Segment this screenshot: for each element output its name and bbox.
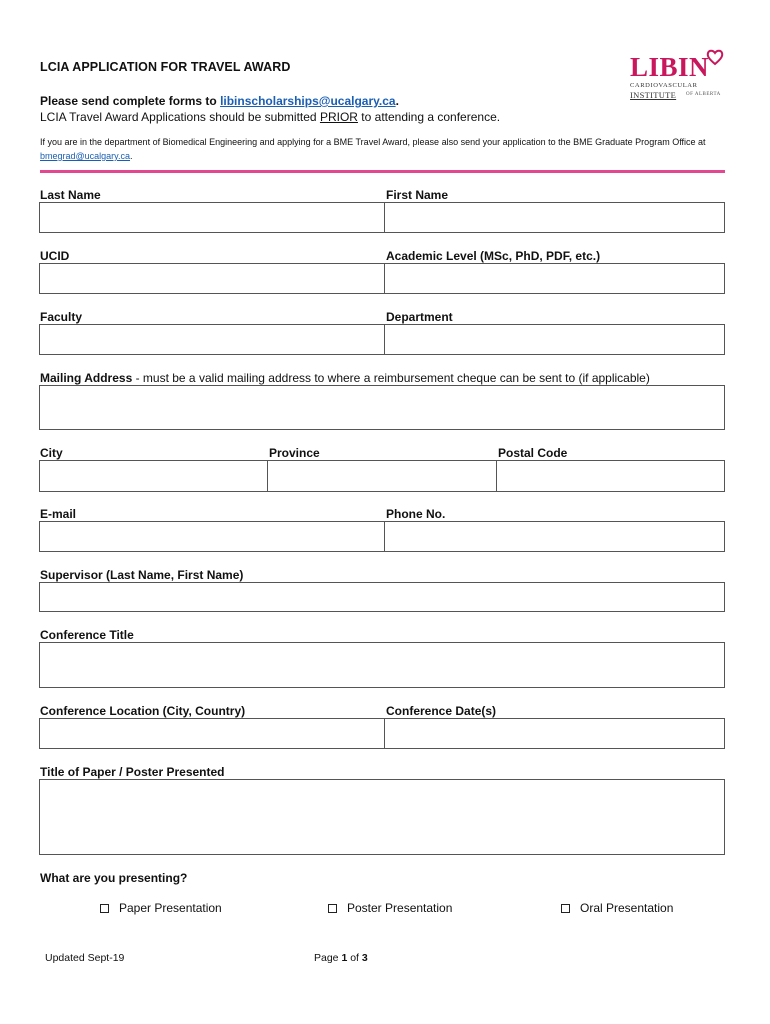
phone-label: Phone No. <box>386 507 446 521</box>
conference-dates-label: Conference Date(s) <box>386 704 497 718</box>
bme-email-link[interactable]: bmegrad@ucalgary.ca <box>40 151 131 161</box>
postal-code-field[interactable] <box>496 460 725 492</box>
poster-checkbox[interactable] <box>328 904 337 913</box>
page-current: 1 <box>341 952 348 964</box>
logo-line-cardiovascular: CARDIOVASCULAR <box>630 82 698 89</box>
logo-line-institute: INSTITUTE <box>630 90 677 100</box>
mailing-address-note: - must be a valid mailing address to where a reimbursement cheque can be sent to (if applicable) <box>132 371 650 385</box>
last-name-field[interactable] <box>39 202 385 233</box>
form-title: LCIA APPLICATION FOR TRAVEL AWARD <box>40 60 291 74</box>
option-paper[interactable] <box>100 901 222 915</box>
option-oral-label: Oral Presentation <box>580 901 674 915</box>
option-poster-label: Poster Presentation <box>347 901 453 915</box>
conference-dates-field[interactable] <box>384 718 725 749</box>
option-poster[interactable] <box>328 901 452 915</box>
send-prefix: Please send complete forms to <box>40 94 221 108</box>
supervisor-label: Supervisor (Last Name, First Name) <box>40 568 244 582</box>
prior-notice <box>40 110 500 124</box>
mailing-address-label <box>40 371 650 385</box>
mailing-address-field[interactable] <box>39 385 725 430</box>
heart-icon <box>706 48 724 66</box>
page-prefix: Page <box>314 952 342 964</box>
ucid-field[interactable] <box>39 263 385 294</box>
send-instructions <box>40 94 399 108</box>
prior-suffix: to attending a conference. <box>357 110 501 124</box>
prior-word: PRIOR <box>319 110 358 124</box>
first-name-field[interactable] <box>384 202 725 233</box>
faculty-field[interactable] <box>39 324 385 355</box>
academic-level-label: Academic Level (MSc, PhD, PDF, etc.) <box>386 249 601 263</box>
presenting-question: What are you presenting? <box>40 871 188 885</box>
accent-divider <box>40 170 725 173</box>
conference-location-label: Conference Location (City, Country) <box>40 704 246 718</box>
prior-prefix: LCIA Travel Award Applications should be submitted <box>40 110 320 124</box>
page-total: 3 <box>361 952 368 964</box>
email-label: E-mail <box>40 507 77 521</box>
bme-suffix: . <box>130 151 133 161</box>
phone-field[interactable] <box>384 521 725 552</box>
first-name-label: First Name <box>386 188 449 202</box>
updated-note: Updated Sept-19 <box>45 952 125 964</box>
oral-checkbox[interactable] <box>561 904 570 913</box>
conference-title-field[interactable] <box>39 642 725 688</box>
city-label: City <box>40 446 63 460</box>
logo-word: LIBIN <box>630 52 710 82</box>
bme-text: If you are in the department of Biomedical Engineering and applying for a BME Travel Award, please also send your application to the BME Graduate Program Office at <box>40 137 706 147</box>
postal-code-label: Postal Code <box>498 446 568 460</box>
email-field[interactable] <box>39 521 385 552</box>
option-oral[interactable] <box>561 901 673 915</box>
department-label: Department <box>386 310 453 324</box>
option-paper-label: Paper Presentation <box>119 901 222 915</box>
conference-title-label: Conference Title <box>40 628 134 642</box>
paper-title-field[interactable] <box>39 779 725 855</box>
paper-checkbox[interactable] <box>100 904 109 913</box>
libin-logo <box>626 48 726 104</box>
page-indicator <box>314 952 368 964</box>
logo-line-alberta: OF ALBERTA <box>686 92 721 97</box>
department-field[interactable] <box>384 324 725 355</box>
ucid-label: UCID <box>40 249 70 263</box>
send-suffix: . <box>395 94 399 108</box>
last-name-label: Last Name <box>40 188 101 202</box>
mailing-address-title: Mailing Address <box>40 371 133 385</box>
paper-title-label: Title of Paper / Poster Presented <box>40 765 225 779</box>
province-field[interactable] <box>267 460 497 492</box>
faculty-label: Faculty <box>40 310 83 324</box>
academic-level-field[interactable] <box>384 263 725 294</box>
province-label: Province <box>269 446 320 460</box>
page-mid: of <box>347 952 362 964</box>
city-field[interactable] <box>39 460 268 492</box>
bme-notice <box>40 135 730 163</box>
scholarship-email-link[interactable]: libinscholarships@ucalgary.ca <box>220 94 396 108</box>
supervisor-field[interactable] <box>39 582 725 612</box>
conference-location-field[interactable] <box>39 718 385 749</box>
